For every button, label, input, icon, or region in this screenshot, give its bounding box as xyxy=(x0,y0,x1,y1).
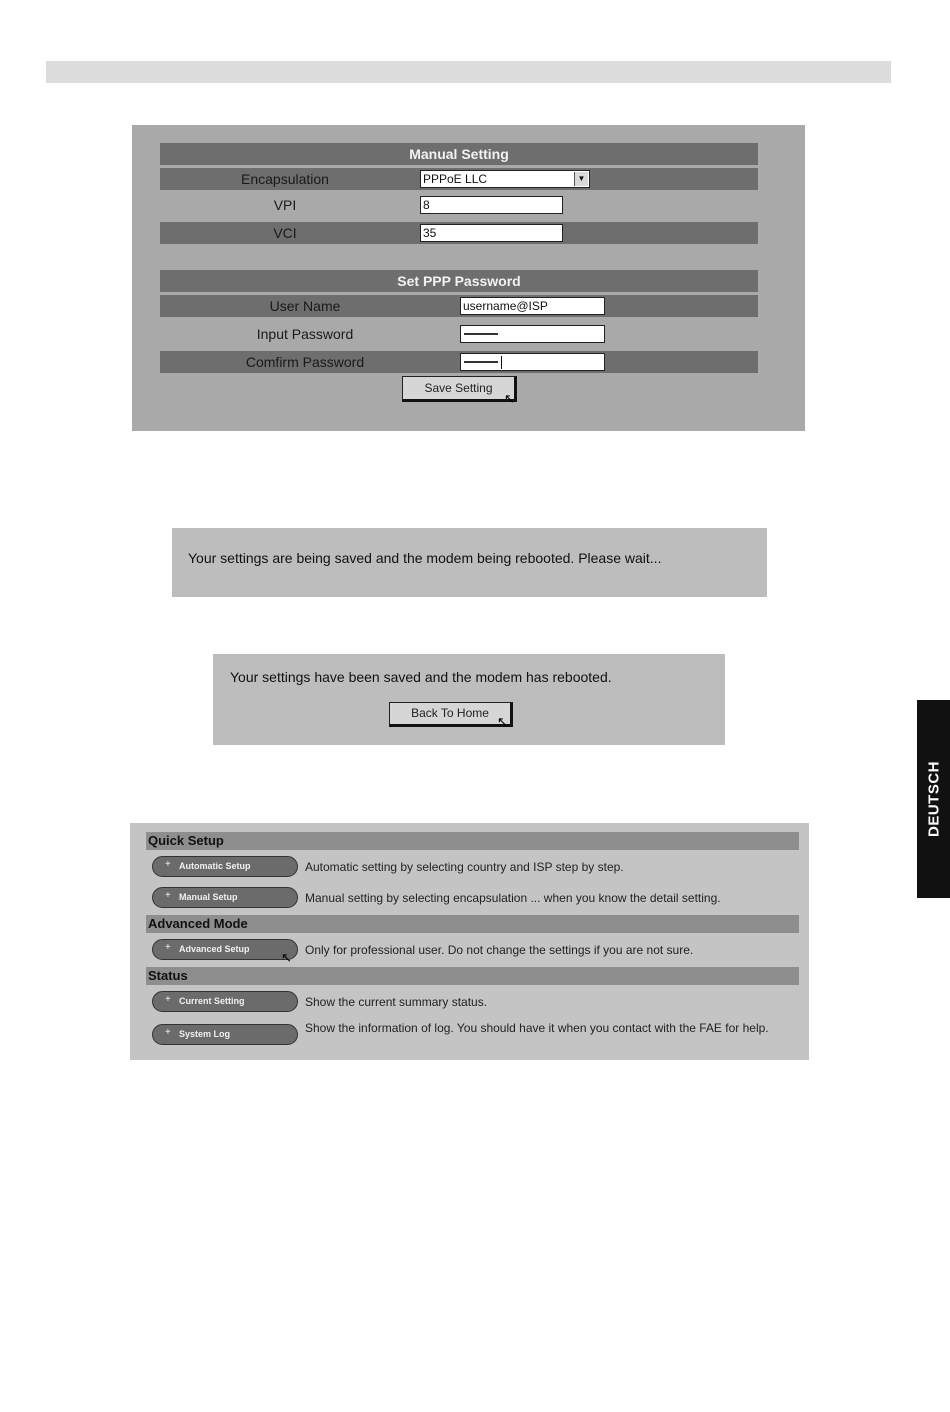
encapsulation-select[interactable] xyxy=(420,170,590,188)
vpi-field[interactable]: 8 xyxy=(420,196,563,214)
section-title: Quick Setup xyxy=(148,833,224,848)
menu-description: Automatic setting by selecting country and ISP step by step. xyxy=(305,860,624,874)
confirm-password-label: Comfirm Password xyxy=(245,354,365,370)
menu-description: Show the information of log. You should have it when you contact with the FAE for help. xyxy=(305,1021,769,1035)
system-log-button[interactable] xyxy=(152,1024,298,1045)
vci-row xyxy=(160,222,758,244)
plus-icon: + xyxy=(165,1027,171,1038)
menu-button-label: Automatic Setup xyxy=(179,861,251,871)
plus-icon: + xyxy=(165,942,171,953)
menu-button-label: System Log xyxy=(179,1029,231,1039)
input-password-row xyxy=(160,323,758,345)
back-to-home-button[interactable]: Back To Home xyxy=(389,702,513,727)
username-field[interactable]: username@ISP xyxy=(460,297,605,315)
encapsulation-value: PPPoE LLC xyxy=(423,172,488,186)
section-title: Status xyxy=(148,968,188,983)
input-password-field[interactable] xyxy=(460,325,605,343)
mouse-pointer-icon: ↖ xyxy=(504,391,515,406)
vpi-label: VPI xyxy=(273,197,297,213)
saving-dialog xyxy=(172,528,767,597)
password-mask xyxy=(464,333,498,335)
menu-button-label: Current Setting xyxy=(179,996,245,1006)
header-bar xyxy=(46,61,891,83)
input-password-label: Input Password xyxy=(256,326,354,342)
language-tab-label: DEUTSCH xyxy=(925,760,942,838)
menu-description: Manual setting by selecting encapsulation ... when you know the detail setting. xyxy=(305,891,721,905)
manual-setting-panel xyxy=(132,125,805,431)
ppp-password-title: Set PPP Password xyxy=(160,270,758,292)
vci-label: VCI xyxy=(273,225,297,241)
section-advanced-mode xyxy=(146,915,799,933)
confirm-password-row xyxy=(160,351,758,373)
section-title: Advanced Mode xyxy=(148,916,248,931)
section-status xyxy=(146,967,799,985)
mouse-pointer-icon: ↖ xyxy=(497,714,508,729)
menu-button-label: Advanced Setup xyxy=(179,944,250,954)
menu-description: Show the current summary status. xyxy=(305,995,488,1009)
automatic-setup-button[interactable] xyxy=(152,856,298,877)
encapsulation-label: Encapsulation xyxy=(241,171,329,187)
encapsulation-row xyxy=(160,168,758,190)
text-caret xyxy=(501,356,502,369)
manual-setup-button[interactable] xyxy=(152,887,298,908)
menu-description: Only for professional user. Do not change the settings if you are not sure. xyxy=(305,943,694,957)
password-mask xyxy=(464,361,498,363)
plus-icon: + xyxy=(165,890,171,901)
setup-menu-panel xyxy=(130,823,809,1060)
section-quick-setup xyxy=(146,832,799,850)
advanced-setup-button[interactable] xyxy=(152,939,298,960)
chevron-down-icon[interactable]: ▼ xyxy=(574,172,588,186)
username-row xyxy=(160,295,758,317)
plus-icon: + xyxy=(165,994,171,1005)
plus-icon: + xyxy=(165,859,171,870)
saved-dialog xyxy=(213,654,725,745)
vpi-row xyxy=(160,194,758,216)
username-label: User Name xyxy=(269,298,341,314)
vci-field[interactable]: 35 xyxy=(420,224,563,242)
saved-message: Your settings have been saved and the modem has rebooted. xyxy=(230,669,612,685)
confirm-password-field[interactable] xyxy=(460,353,605,371)
language-tab xyxy=(917,700,950,898)
saving-message: Your settings are being saved and the modem being rebooted. Please wait... xyxy=(188,550,662,566)
mouse-pointer-icon: ↖ xyxy=(281,950,292,965)
manual-setting-title: Manual Setting xyxy=(160,143,758,165)
current-setting-button[interactable] xyxy=(152,991,298,1012)
menu-button-label: Manual Setup xyxy=(179,892,238,902)
save-setting-button[interactable]: Save Setting xyxy=(402,376,517,402)
